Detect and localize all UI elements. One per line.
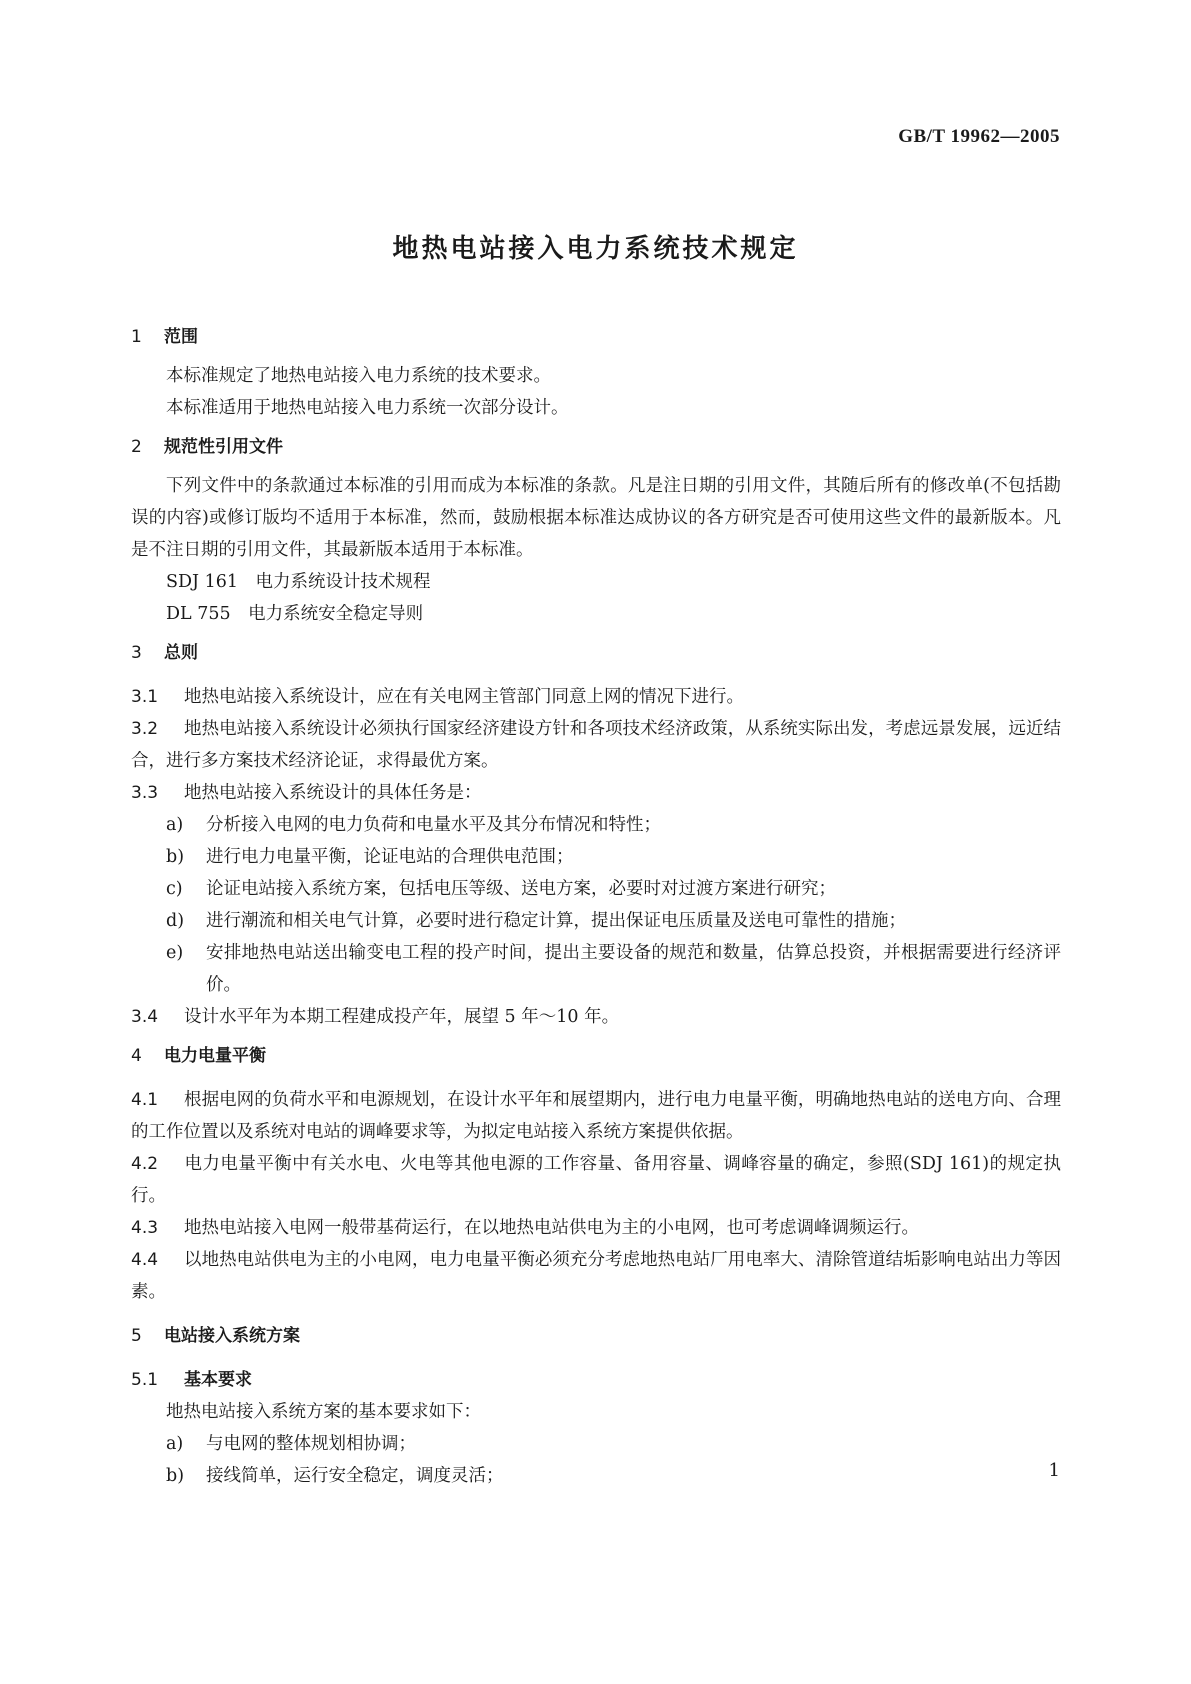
list-item <box>166 1428 1061 1460</box>
subsection-title: 基本要求 <box>184 1370 252 1390</box>
clause <box>131 1148 1061 1212</box>
clause <box>131 1084 1061 1148</box>
normative-reference <box>131 566 1061 598</box>
section-title: 规范性引用文件 <box>164 437 283 457</box>
section-heading-2 <box>131 431 1061 463</box>
section-number: 5 <box>131 1326 142 1346</box>
clause-text: 电力电量平衡中有关水电、火电等其他电源的工作容量、备用容量、调峰容量的确定，参照(SDJ 161)的规定执行。 <box>131 1154 1061 1206</box>
list-item <box>166 905 1061 937</box>
list-item <box>166 873 1061 905</box>
list-label: d) <box>166 911 185 931</box>
paragraph: 本标准规定了地热电站接入电力系统的技术要求。 <box>166 366 551 386</box>
clause-text: 设计水平年为本期工程建成投产年，展望 5 年～10 年。 <box>184 1007 620 1027</box>
list-text: 与电网的整体规划相协调； <box>206 1434 416 1454</box>
clause <box>131 681 1061 713</box>
task-list <box>131 809 1061 1001</box>
paragraph: 本标准适用于地热电站接入电力系统一次部分设计。 <box>166 398 569 418</box>
requirement-list <box>131 1428 1061 1492</box>
clause-number: 4.3 <box>131 1218 159 1238</box>
clause-text: 地热电站接入系统设计，应在有关电网主管部门同意上网的情况下进行。 <box>184 687 744 707</box>
list-item <box>166 937 1061 1001</box>
list-item <box>166 841 1061 873</box>
reference-name: 电力系统设计技术规程 <box>255 572 431 592</box>
list-label: b) <box>166 847 185 867</box>
clause <box>131 777 1061 809</box>
document-body <box>131 321 1061 1492</box>
paragraph: 地热电站接入系统方案的基本要求如下： <box>166 1402 481 1422</box>
list-item <box>166 1460 1061 1492</box>
clause-number: 3.4 <box>131 1007 159 1027</box>
section-number: 2 <box>131 437 142 457</box>
section-heading-5 <box>131 1320 1061 1352</box>
clause <box>131 1244 1061 1308</box>
clause-text: 根据电网的负荷水平和电源规划，在设计水平年和展望期内，进行电力电量平衡，明确地热电站的送电方向、合理的工作位置以及系统对电站的调峰要求等，为拟定电站接入系统方案提供依据。 <box>131 1090 1061 1142</box>
clause-number: 3.3 <box>131 783 159 803</box>
section-title: 范围 <box>164 327 198 347</box>
normative-reference <box>131 598 1061 630</box>
clause-number: 3.2 <box>131 719 159 739</box>
clause <box>131 1001 1061 1033</box>
clause-number: 3.1 <box>131 687 159 707</box>
subsection-number: 5.1 <box>131 1370 159 1390</box>
section-number: 1 <box>131 327 142 347</box>
list-label: a) <box>166 815 184 835</box>
clause-text: 以地热电站供电为主的小电网，电力电量平衡必须充分考虑地热电站厂用电率大、清除管道结垢影响电站出力等因素。 <box>131 1250 1061 1302</box>
reference-name: 电力系统安全稳定导则 <box>248 604 424 624</box>
section-heading-1 <box>131 321 1061 353</box>
reference-code: SDJ 161 <box>166 572 238 592</box>
list-label: b) <box>166 1466 185 1486</box>
clause-number: 4.4 <box>131 1250 159 1270</box>
section-number: 4 <box>131 1046 142 1066</box>
list-text: 分析接入电网的电力负荷和电量水平及其分布情况和特性； <box>206 815 661 835</box>
standard-code: GB/T 19962—2005 <box>898 126 1060 147</box>
clause-text: 地热电站接入系统设计必须执行国家经济建设方针和各项技术经济政策，从系统实际出发，考虑远景发展，远近结合，进行多方案技术经济论证，求得最优方案。 <box>131 719 1061 771</box>
paragraph: 下列文件中的条款通过本标准的引用而成为本标准的条款。凡是注日期的引用文件，其随后所有的修改单(不包括勘误的内容)或修订版均不适用于本标准，然而，鼓励根据本标准达成协议的各方研究是否可使用这些文件的最新版本。凡是不注日期的引用文件，其最新版本适用于本标准。 <box>131 476 1061 560</box>
reference-code: DL 755 <box>166 604 231 624</box>
section-heading-4 <box>131 1040 1061 1072</box>
clause <box>131 713 1061 777</box>
list-text: 安排地热电站送出输变电工程的投产时间，提出主要设备的规范和数量，估算总投资，并根据需要进行经济评价。 <box>206 943 1061 995</box>
list-text: 论证电站接入系统方案，包括电压等级、送电方案，必要时对过渡方案进行研究； <box>206 879 836 899</box>
list-item <box>166 809 1061 841</box>
list-text: 接线简单，运行安全稳定，调度灵活； <box>206 1466 504 1486</box>
page-number: 1 <box>1048 1460 1060 1481</box>
section-title: 电力电量平衡 <box>164 1046 266 1066</box>
subsection-heading <box>131 1364 1061 1396</box>
list-label: e) <box>166 943 184 963</box>
clause <box>131 1212 1061 1244</box>
list-text: 进行电力电量平衡，论证电站的合理供电范围； <box>206 847 574 867</box>
section-title: 电站接入系统方案 <box>164 1326 300 1346</box>
section-number: 3 <box>131 643 142 663</box>
list-label: c) <box>166 879 183 899</box>
clause-text: 地热电站接入系统设计的具体任务是： <box>184 783 482 803</box>
section-title: 总则 <box>164 643 198 663</box>
document-title: 地热电站接入电力系统技术规定 <box>392 234 799 264</box>
clause-number: 4.1 <box>131 1090 159 1110</box>
clause-text: 地热电站接入电网一般带基荷运行，在以地热电站供电为主的小电网，也可考虑调峰调频运行。 <box>184 1218 919 1238</box>
list-label: a) <box>166 1434 184 1454</box>
section-heading-3 <box>131 637 1061 669</box>
clause-number: 4.2 <box>131 1154 159 1174</box>
list-text: 进行潮流和相关电气计算，必要时进行稳定计算，提出保证电压质量及送电可靠性的措施； <box>206 911 906 931</box>
